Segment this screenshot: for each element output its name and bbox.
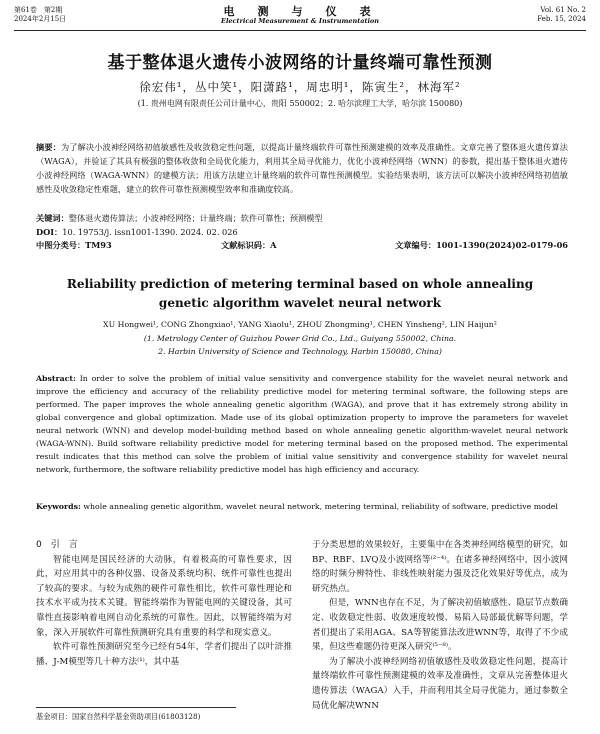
abstract-cn (36, 140, 568, 196)
body-paragraph: 但是，WNN也存在不足，为了解决初值敏感性、隐层节点数确定、收敛稳定性弱、收敛速度较慢、易陷入局部最优解等问题，学者们提出了采用AGA、SA等智能算法改进WNN等，取得了不少成果，但这些难题仍待更深入研究⁽⁵⁻⁸⁾。 (312, 598, 568, 653)
title-en-line-1: Reliability prediction of metering terminal based on whole annealing (66, 277, 534, 291)
volume-issue-en: Vol. 61 No. 2 (540, 6, 586, 14)
abstract-en (36, 372, 568, 476)
body-left-column (36, 538, 292, 669)
title-en-line-2: genetic algorithm wavelet neural network (158, 296, 442, 310)
funding-footnote: 基金项目：国家自然科学基金资助项目(61803128) (36, 712, 201, 721)
keywords-cn-text: 整体退火遗传算法；小波神经网络；计量终端；软件可靠性；预测模型 (68, 213, 323, 223)
affiliation-en-1: (1. Metrology Center of Guizhou Power Grid Co., Ltd., Guiyang 550002, China. (143, 334, 457, 343)
keywords-en-text: whole annealing genetic algorithm, wavelet neural network, metering terminal, reliability of software, predictive model (83, 502, 558, 511)
journal-name-en: Electrical Measurement & Instrumentation (220, 17, 379, 25)
body-paragraph: 于分类思想的效果较好，主要集中在各类神经网络模型的研究，如BP、RBF、LVQ及小波网络等⁽²⁻⁴⁾。在诸多神经网络中，因小波网络的时频分辨特性、非线性映射能力强及泛化效果好等优点，成为研究热点。 (312, 540, 568, 594)
keywords-cn (36, 211, 568, 225)
keywords-cn-label: 关键词： (36, 213, 69, 223)
volume-issue-cn: 第61卷 第2期 (14, 6, 63, 14)
body-paragraph: 为了解决小波神经网络初值敏感性及收敛稳定性问题，提高计量终端软件可靠性预测建模的效率及准确性，文章从完善整体退火遗传算法（WAGA）入手，并而利用其全局寻优能力，通过参数全局优化解决WNN (312, 656, 568, 711)
authors-en: XU Hongwei¹, CONG Zhongxiao¹, YANG Xiaolu¹, ZHOU Zhongming¹, CHEN Yinsheng², LIN Haijun² (103, 320, 497, 329)
article-number: 文章编号：1001-1390(2024)02-0179-06 (395, 240, 568, 250)
footnote-rule (36, 707, 236, 708)
body-paragraph: 软件可靠性预测研究至今已经有54年，学者们提出了以叶浒推播、J-M模型等几十种方法⁽¹⁾，其中基 (36, 642, 292, 667)
body-right-column (312, 538, 568, 713)
affiliation-en-2: 2. Harbin University of Science and Technology, Harbin 150080, China) (158, 347, 442, 356)
doi (36, 225, 568, 239)
abstract-cn-text: 为了解决小波神经网络初值敏感性及收敛稳定性问题，以提高计量终端软件可靠性预测建模的效率及准确性。文章完善了整体退火遗传算法（WAGA），并验证了其具有极强的整体收敛和全局优化能力，利用其全局寻优能力，优化小波神经网络（WNN）的参数，提出基于整体退火遗传小波神经网络（WAGA-WNN）的建模方法；用该方法建立计量终端的软件可靠性预测模型。实验结果表明，该方法可以解决小波神经网络初值敏感性及收敛稳定性难题，建立的软件可靠性预测模型效率和准确度较高。 (36, 142, 568, 194)
date-en: Feb. 15, 2024 (537, 15, 586, 23)
journal-name-cn: 电 测 与 仪 表 (223, 5, 377, 18)
document-code: 文献标识码：A (221, 240, 277, 250)
section-heading: 0 引 言 (36, 540, 78, 550)
abstract-en-text: In order to solve the problem of initial value sensitivity and convergence stability for the wavelet neural network and improve the efficiency and accuracy of the reliability predictive model for metering terminal software, the following steps are performed. The paper improves the whole annealing genetic algorithm (WAGA), and prove that it has extremely strong ability in global convergence and global optimization. Made use of its global optimization property to improve the parameters for wavelet neural network (WNN) and develop model-building method based on whole annealing genetic algorithm-wavelet neural network (WAGA-WNN). Build software reliability predictive model for metering terminal based on the proposed method. The experimental result indicates that this method can solve the problem of initial value sensitivity and convergence stability for wavelet neural network, furthermore, the software reliability predictive model has high efficiency and accuracy. (36, 374, 568, 474)
title-en (0, 275, 600, 313)
abstract-cn-label: 摘要： (36, 142, 61, 152)
body-paragraph: 智能电网是国民经济的大动脉，有着极高的可靠性要求，因此，对应用其中的各种仪器、设备及系统均积、统件可靠性也提出了较高的要求。与较为成熟的硬件可靠性相比，软件可靠性理论和技术水平成为技术关键。智能终端作为智能电网的关键设备，其可靠性直接影响着电网自动化系统的可靠性。因此，以智能终端为对象，深入开展软件可靠性预测研究具有重要的科学和现实意义。 (36, 554, 292, 638)
keywords-en (36, 500, 568, 513)
clc-number: 中图分类号：TM93 (36, 240, 112, 250)
header-rule (14, 30, 586, 31)
title-cn: 基于整体退火遗传小波网络的计量终端可靠性预测 (107, 53, 493, 73)
running-header (14, 6, 586, 30)
doi-text: 10. 19753/j. issn1001-1390. 2024. 02. 026 (62, 227, 238, 237)
abstract-en-label: Abstract: (36, 374, 76, 383)
keywords-en-label: Keywords: (36, 502, 81, 511)
header-center (14, 6, 586, 26)
doi-label: DOI： (36, 227, 63, 237)
date-cn: 2024年2月15日 (14, 15, 67, 23)
header-right (537, 6, 586, 24)
classification-row (36, 240, 568, 253)
affiliations-cn: (1. 贵州电网有限责任公司计量中心，贵阳 550002；2. 哈尔滨理工大学，哈尔滨 150080) (137, 99, 463, 108)
authors-cn: 徐宏伟¹，丛中笑¹，阳潇路¹，周忠明¹，陈寅生²，林海军² (139, 80, 461, 94)
